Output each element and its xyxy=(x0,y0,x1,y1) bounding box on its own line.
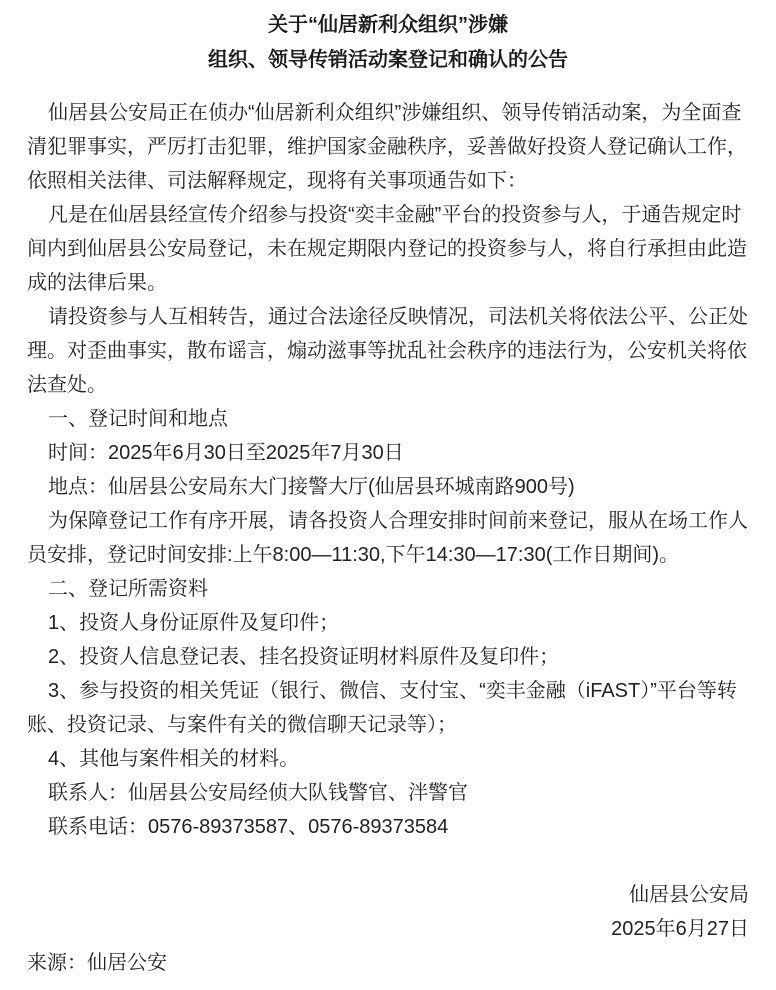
required-material-item-4: 4、其他与案件相关的材料。 xyxy=(48,748,300,770)
notice-title xyxy=(27,8,749,78)
blank-line xyxy=(27,844,749,878)
notice-title-line-1: 关于“仙居新利众组织”涉嫌 xyxy=(268,14,508,36)
source-line: 来源：仙居公安 xyxy=(27,952,167,974)
required-material-item-2: 2、投资人信息登记表、挂名投资证明材料原件及复印件； xyxy=(48,646,560,668)
issuer: 仙居县公安局 xyxy=(629,884,749,906)
required-material-item-1: 1、投资人身份证原件及复印件； xyxy=(48,612,340,634)
section-2-heading: 二、登记所需资料 xyxy=(48,578,208,600)
registration-location: 地点：仙居县公安局东大门接警大厅(仙居县环城南路900号) xyxy=(48,476,575,498)
intro-paragraph: 仙居县公安局正在侦办“仙居新利众组织”涉嫌组织、领导传销活动案，为全面查清犯罪事实，严厉打击犯罪，维护国家金融秩序，妥善做好投资人登记确认工作，依照相关法律、司法解释规定，现将有关事项通告如下： xyxy=(27,102,747,192)
scope-paragraph: 凡是在仙居县经宣传介绍参与投资“奕丰金融”平台的投资参与人，于通告规定时间内到仙居县公安局登记，未在规定期限内登记的投资参与人，将自行承担由此造成的法律后果。 xyxy=(27,204,747,294)
appeal-paragraph: 请投资参与人互相转告，通过合法途径反映情况，司法机关将依法公平、公正处理。对歪曲事实，散布谣言，煽动滋事等扰乱社会秩序的违法行为，公安机关将依法查处。 xyxy=(27,306,748,396)
contact-phone: 联系电话：0576-89373587、0576-89373584 xyxy=(48,816,449,838)
registration-arrangement: 为保障登记工作有序开展，请各投资人合理安排时间前来登记，服从在场工作人员安排，登记时间安排:上午8:00—11:30,下午14:30—17:30(工作日期间)。 xyxy=(27,510,748,566)
required-material-item-3: 3、参与投资的相关凭证（银行、微信、支付宝、“奕丰金融（iFAST）”平台等转账、投资记录、与案件有关的微信聊天记录等）； xyxy=(27,680,737,736)
section-1-heading: 一、登记时间和地点 xyxy=(48,408,228,430)
notice-title-line-2: 组织、领导传销活动案登记和确认的公告 xyxy=(208,49,568,71)
registration-time: 时间：2025年6月30日至2025年7月30日 xyxy=(48,442,404,464)
issue-date: 2025年6月27日 xyxy=(611,918,749,940)
contact-person: 联系人：仙居县公安局经侦大队钱警官、泮警官 xyxy=(48,782,468,804)
